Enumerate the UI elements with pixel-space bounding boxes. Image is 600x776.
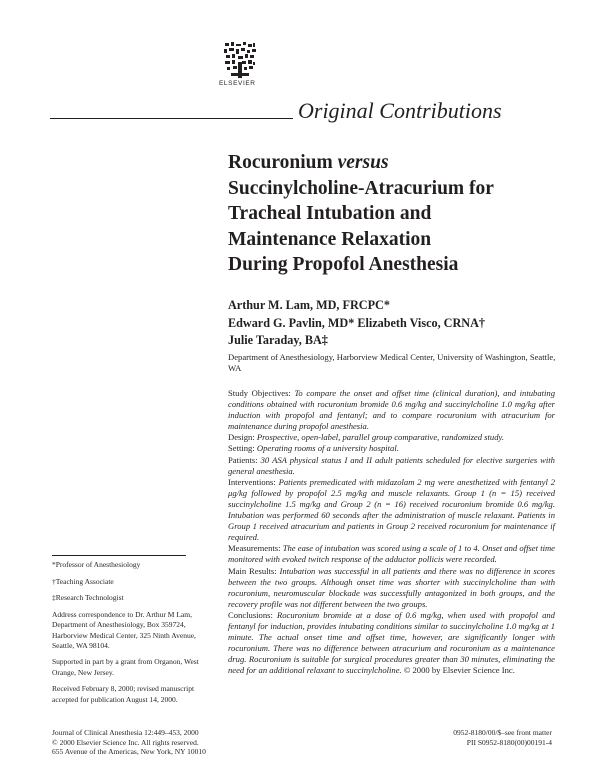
issn-line: 0952-8180/00/$–see front matter <box>453 728 552 737</box>
abstract-paragraph <box>228 566 555 610</box>
footnote: †Teaching Associate <box>52 576 114 586</box>
abstract-text: Patients premedicated with midazolam 2 mg were anesthetized with fentanyl 2 μg/kg followed by propofol 2.5 mg/kg and muscle relaxants. Group 1 (n = 15) received succinylcholine 1.5 mg/kg and Group 2 (n = 16) received rocuronium bromide 0.6 mg/kg. Intubation was performed 60 seconds after the administration of muscle relaxant. Patients in Group 1 received atracurium and patients in Group 2 received rocuronium for maintenance if required. <box>228 476 556 543</box>
issn-footer <box>453 728 552 747</box>
abstract-text: 30 ASA physical status I and II adult patients scheduled for elective surgeries with general anesthesia. <box>228 454 555 476</box>
journal-citation: Journal of Clinical Anesthesia 12:449–453, 2000 <box>52 728 199 737</box>
abstract-paragraph <box>228 455 555 477</box>
funding-note: Supported in part by a grant from Organon, West Orange, New Jersey. <box>52 657 199 677</box>
title-line: Succinylcholine-Atracurium for <box>228 177 494 199</box>
abstract-label: Interventions: <box>228 476 276 487</box>
correspondence-note: Address correspondence to Dr. Arthur M Lam, Department of Anesthesiology, Box 359724, Harborview Medical Center, 325 Ninth Avenue, Seattle, WA 98104. <box>52 610 196 650</box>
section-rule <box>50 118 293 119</box>
copyright-line: © 2000 by Elsevier Science Inc. <box>403 665 515 676</box>
abstract-label: Measurements: <box>228 543 281 554</box>
abstract-paragraph <box>228 432 555 443</box>
publisher-address: 655 Avenue of the Americas, New York, NY 10010 <box>52 747 206 757</box>
abstract-label: Study Objectives: <box>228 388 291 398</box>
footnotes <box>52 555 202 711</box>
journal-copyright: © 2000 Elsevier Science Inc. All rights reserved. <box>52 737 199 747</box>
author-line: Edward G. Pavlin, MD* Elizabeth Visco, CRNA† <box>228 315 485 330</box>
article-title <box>228 150 568 278</box>
title-line: Rocuronium versus <box>228 152 389 173</box>
abstract-text: Rocuronium bromide at a dose of 0.6 mg/kg, when used with propofol and fentanyl for induction, provides intubating conditions similar to succinylcholine 1.0 mg/kg at 1 minute. The actual onset time and offset time, however, are significantly longer with rocuronium. There was no difference between atracurium and rocuronium as a maintenance drug. Rocuronium is suitable for surgical procedures greater than 30 minutes, eliminating the need for an additional relaxant to succinylcholine. <box>228 609 555 676</box>
footnote-divider <box>52 555 186 556</box>
abstract-paragraph <box>228 443 555 454</box>
abstract-text: To compare the onset and offset time (clinical duration), and intubating conditions obtained with rocuronium bromide 0.6 mg/kg and succinylcholine 1.0 mg/kg after induction with propofol and fentanyl; and to compare rocuronium with atracurium for maintenance during propofol anesthesia. <box>228 388 555 432</box>
abstract-label: Patients: <box>228 454 258 465</box>
abstract-paragraph <box>228 477 555 544</box>
abstract-paragraph <box>228 610 555 677</box>
abstract-text: Operating rooms of a university hospital. <box>256 443 399 454</box>
title-line: Tracheal Intubation and <box>228 203 432 225</box>
author-list <box>228 297 485 350</box>
abstract-paragraph <box>228 388 555 432</box>
abstract-label: Main Results: <box>228 565 277 576</box>
author-line: Julie Taraday, BA‡ <box>228 333 328 347</box>
abstract-text: Prospective, open-label, parallel group comparative, randomized study. <box>256 432 504 443</box>
abstract-text: The ease of intubation was scored using a scale of 1 to 4. Onset and offset time monitored with evoked twitch response of the adductor pollicis were recorded. <box>228 543 555 565</box>
title-line: Maintenance Relaxation <box>228 228 432 250</box>
abstract-text: Intubation was successful in all patients and there was no difference in scores between the two groups. Although onset time was shorter with succinylcholine than with rocuronium, neuromuscular blockade was successfully antagonized in both groups, and the recovery profile was not different between the two groups. <box>228 565 555 609</box>
abstract-label: Setting: <box>228 443 255 454</box>
footnote: ‡Research Technologist <box>52 593 124 603</box>
abstract-label: Design: <box>228 432 255 443</box>
title-line: During Propofol Anesthesia <box>228 254 459 276</box>
pii-line: PII S0952-8180(00)00191-4 <box>466 737 552 747</box>
section-title: Original Contributions <box>298 98 502 123</box>
journal-footer <box>52 728 206 757</box>
publisher-wordmark: ELSEVIER <box>219 80 256 87</box>
affiliation: Department of Anesthesiology, Harborview Medical Center, University of Washington, Seattle, WA <box>228 352 556 374</box>
abstract <box>228 388 555 676</box>
abstract-paragraph <box>228 543 555 565</box>
author-line: Arthur M. Lam, MD, FRCPC* <box>228 298 390 312</box>
received-note: Received February 8, 2000; revised manuscript accepted for publication August 14, 2000. <box>52 684 195 704</box>
abstract-label: Conclusions: <box>228 609 273 620</box>
footnote: *Professor of Anesthesiology <box>52 560 141 569</box>
